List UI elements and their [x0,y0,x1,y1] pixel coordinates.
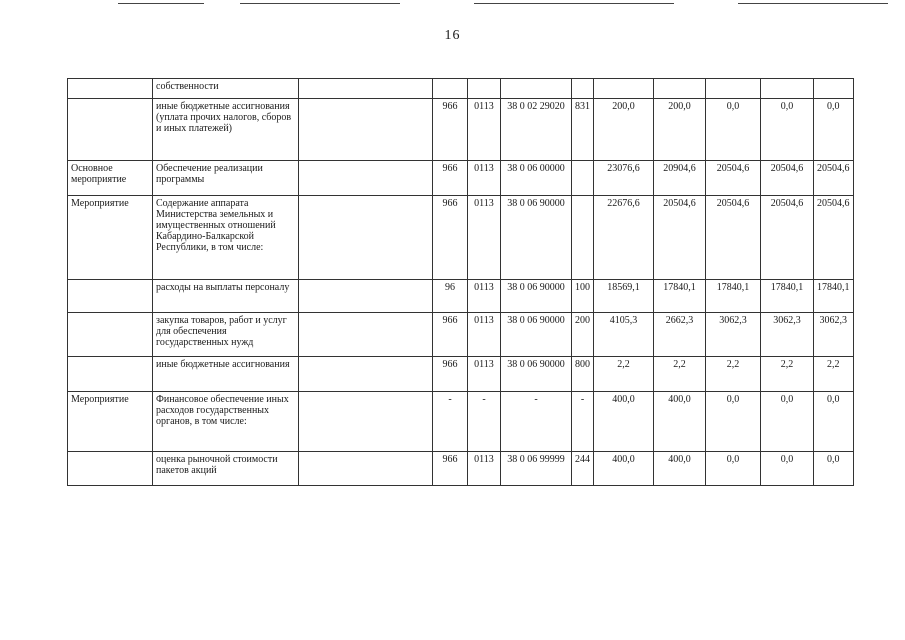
value-cell: 0,0 [761,392,814,452]
value-cell: 0,0 [814,99,854,161]
target-article-cell [501,79,572,99]
event-type-cell: Мероприятие [68,392,153,452]
section-cell: 0113 [468,280,501,313]
value-cell: 20904,6 [654,161,706,196]
top-rule-3 [474,3,674,4]
blank-cell [299,79,433,99]
value-cell: 18569,1 [594,280,654,313]
budget-table [67,78,854,486]
value-cell: 2662,3 [654,313,706,357]
section-cell: 0113 [468,452,501,486]
target-article-cell: 38 0 06 99999 [501,452,572,486]
value-cell: 17840,1 [654,280,706,313]
value-cell [761,79,814,99]
event-type-cell [68,99,153,161]
table-row [68,79,854,99]
value-cell: 4105,3 [594,313,654,357]
value-cell: 2,2 [654,357,706,392]
value-cell: 2,2 [706,357,761,392]
value-cell: 20504,6 [761,161,814,196]
value-cell: 2,2 [761,357,814,392]
value-cell: 22676,6 [594,196,654,280]
target-article-cell: 38 0 02 29020 [501,99,572,161]
value-cell: 400,0 [594,392,654,452]
value-cell: 23076,6 [594,161,654,196]
target-article-cell: 38 0 06 90000 [501,280,572,313]
blank-cell [299,99,433,161]
event-type-cell [68,79,153,99]
expense-type-cell [572,196,594,280]
value-cell: 0,0 [761,99,814,161]
event-name-cell: оценка рыночной стоимости пакетов акций [153,452,299,486]
value-cell: 0,0 [706,452,761,486]
event-name-cell: Финансовое обеспечение иных расходов государственных органов, в том числе: [153,392,299,452]
value-cell: 20504,6 [706,161,761,196]
value-cell: 3062,3 [814,313,854,357]
value-cell: 3062,3 [706,313,761,357]
value-cell: 17840,1 [761,280,814,313]
grbs-cell: 966 [433,161,468,196]
event-type-cell: Мероприятие [68,196,153,280]
grbs-cell: 966 [433,357,468,392]
value-cell: 2,2 [814,357,854,392]
event-type-cell [68,357,153,392]
event-name-cell: иные бюджетные ассигнования [153,357,299,392]
target-article-cell: 38 0 06 00000 [501,161,572,196]
event-type-cell [68,313,153,357]
value-cell [706,79,761,99]
section-cell: 0113 [468,196,501,280]
value-cell: 20504,6 [814,161,854,196]
value-cell: 400,0 [594,452,654,486]
page-number: 16 [444,28,461,43]
section-cell: 0113 [468,357,501,392]
value-cell: 0,0 [814,452,854,486]
event-name-cell: расходы на выплаты персоналу [153,280,299,313]
blank-cell [299,392,433,452]
blank-cell [299,452,433,486]
table-row [68,452,854,486]
value-cell: 20504,6 [814,196,854,280]
section-cell [468,79,501,99]
event-name-cell: собственности [153,79,299,99]
expense-type-cell: 200 [572,313,594,357]
event-type-cell: Основное мероприятие [68,161,153,196]
event-name-cell: закупка товаров, работ и услуг для обеспечения государственных нужд [153,313,299,357]
expense-type-cell [572,79,594,99]
expense-type-cell: 800 [572,357,594,392]
section-cell: 0113 [468,313,501,357]
table-row [68,313,854,357]
value-cell [654,79,706,99]
value-cell [594,79,654,99]
value-cell [814,79,854,99]
value-cell: 400,0 [654,392,706,452]
grbs-cell: 966 [433,452,468,486]
blank-cell [299,357,433,392]
event-name-cell: иные бюджетные ассигнования (уплата прочих налогов, сборов и иных платежей) [153,99,299,161]
value-cell: 3062,3 [761,313,814,357]
grbs-cell: 96 [433,280,468,313]
table-row [68,357,854,392]
section-cell: 0113 [468,99,501,161]
value-cell: 20504,6 [654,196,706,280]
value-cell: 200,0 [654,99,706,161]
value-cell: 0,0 [814,392,854,452]
value-cell: 0,0 [761,452,814,486]
value-cell: 0,0 [706,99,761,161]
target-article-cell: 38 0 06 90000 [501,196,572,280]
value-cell: 20504,6 [761,196,814,280]
target-article-cell: - [501,392,572,452]
table-row [68,392,854,452]
expense-type-cell: - [572,392,594,452]
target-article-cell: 38 0 06 90000 [501,313,572,357]
table-row [68,161,854,196]
top-rule-1 [118,3,204,4]
value-cell: 2,2 [594,357,654,392]
grbs-cell: 966 [433,99,468,161]
blank-cell [299,196,433,280]
expense-type-cell: 831 [572,99,594,161]
expense-type-cell: 100 [572,280,594,313]
value-cell: 0,0 [706,392,761,452]
grbs-cell [433,79,468,99]
top-rule-2 [240,3,400,4]
grbs-cell: 966 [433,313,468,357]
section-cell: - [468,392,501,452]
section-cell: 0113 [468,161,501,196]
value-cell: 17840,1 [706,280,761,313]
blank-cell [299,313,433,357]
table-row [68,280,854,313]
table-row [68,99,854,161]
target-article-cell: 38 0 06 90000 [501,357,572,392]
grbs-cell: 966 [433,196,468,280]
blank-cell [299,280,433,313]
value-cell: 20504,6 [706,196,761,280]
table-row [68,196,854,280]
event-name-cell: Обеспечение реализации программы [153,161,299,196]
top-rule-4 [738,3,888,4]
event-type-cell [68,452,153,486]
expense-type-cell: 244 [572,452,594,486]
event-name-cell: Содержание аппарата Министерства земельных и имущественных отношений Кабардино-Балкарской Республики, в том числе: [153,196,299,280]
value-cell: 17840,1 [814,280,854,313]
value-cell: 200,0 [594,99,654,161]
event-type-cell [68,280,153,313]
expense-type-cell [572,161,594,196]
value-cell: 400,0 [654,452,706,486]
blank-cell [299,161,433,196]
grbs-cell: - [433,392,468,452]
